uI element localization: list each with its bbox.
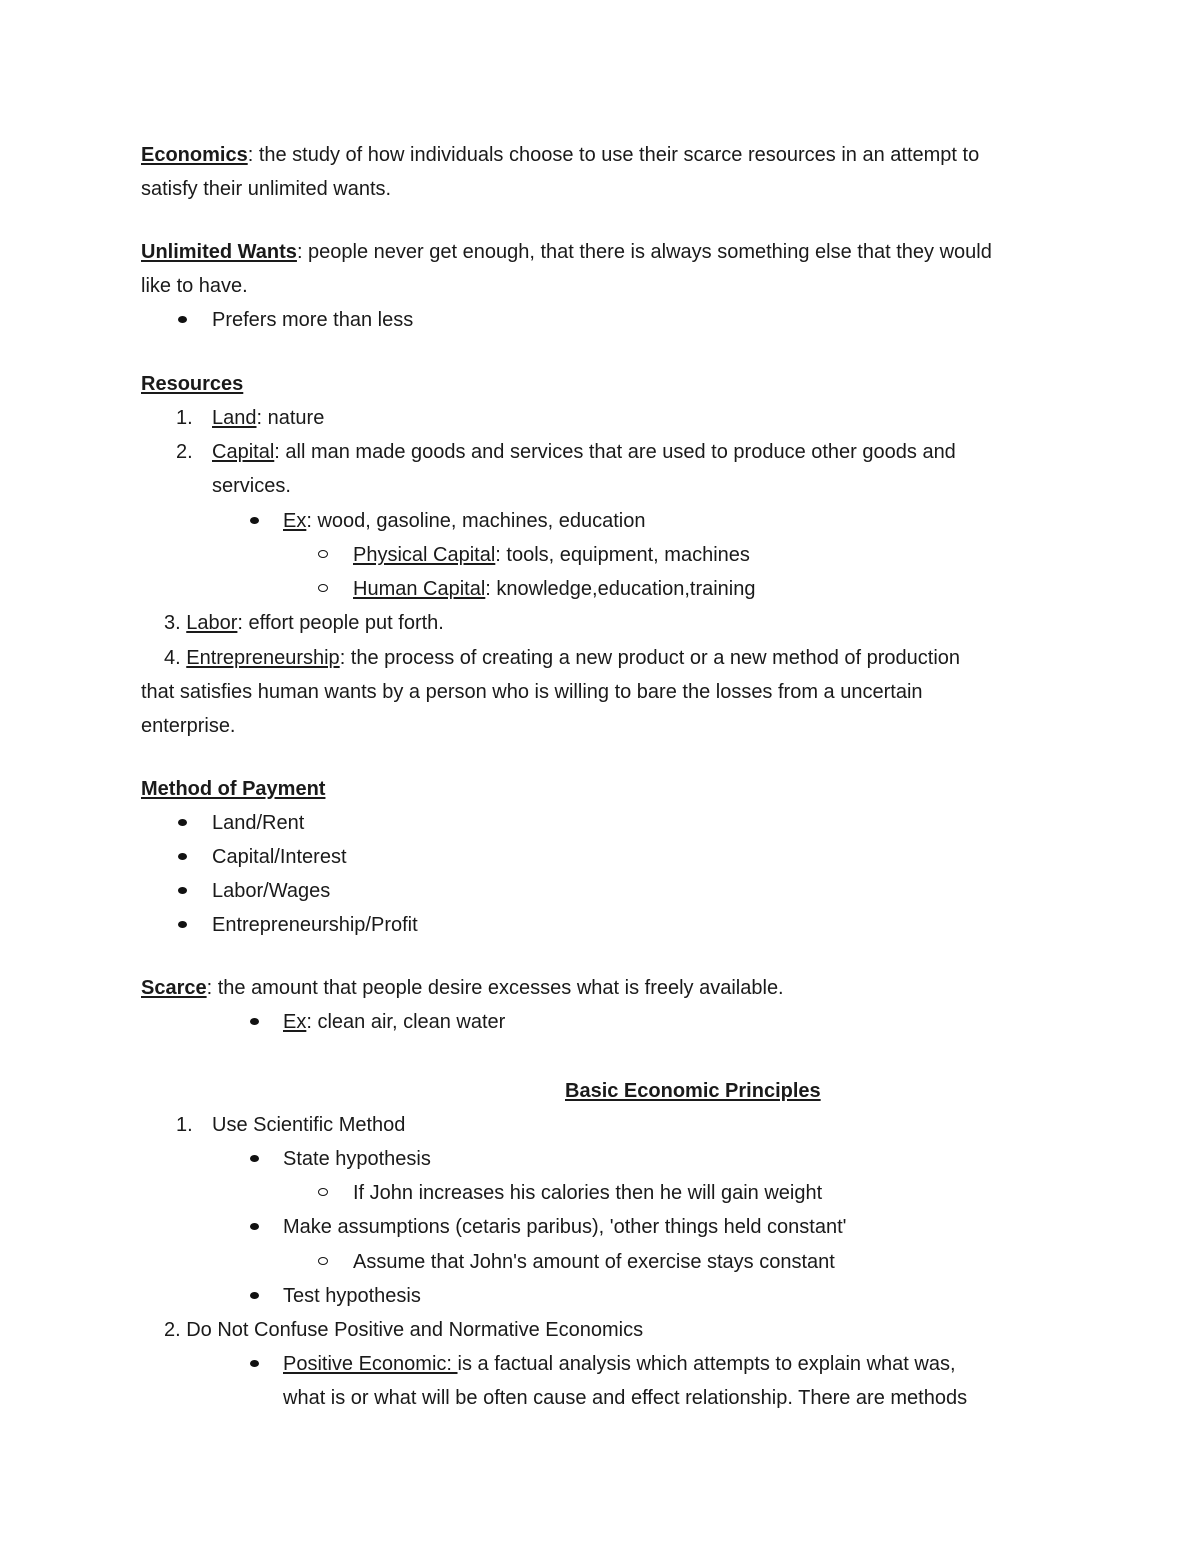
entrepreneurship-text-line1: : the process of creating a new product or a new method of production [339,647,961,669]
positive-economic-line2: what is or what will be often cause and effect relationship. There are methods [283,1387,968,1409]
scarce-def: : the amount that people desire excesses what is freely available. [206,977,784,999]
hollow-bullet-icon [318,550,328,558]
economics-definition [141,142,979,168]
land-text: : nature [256,407,325,429]
payment-heading: Method of Payment [141,778,326,800]
scarce-example-term: Ex [283,1011,307,1033]
resources-item4-number: 4. [164,647,181,669]
human-capital [353,576,755,602]
economics-def-line1: : the study of how individuals choose to use their scarce resources in an attempt to [247,144,980,166]
hollow-bullet-icon [318,1188,328,1196]
bullet-icon [178,316,187,323]
positive-economic-line1: is a factual analysis which attempts to explain what was, [457,1353,956,1375]
scarce-example [283,1009,505,1035]
payment-item: Capital/Interest [212,846,347,868]
scarce-example-text: : clean air, clean water [306,1011,506,1033]
human-capital-text: : knowledge,education,training [485,578,756,600]
principles-item2: 2. Do Not Confuse Positive and Normative Economics [164,1319,644,1341]
bullet-icon [178,887,187,894]
labor-term: Labor [186,612,238,634]
state-hypothesis-example: If John increases his calories then he will gain weight [353,1182,823,1204]
physical-capital-text: : tools, equipment, machines [495,544,750,566]
unlimited-wants-def-line1: : people never get enough, that there is always something else that they would [296,241,992,263]
physical-capital [353,542,750,568]
unlimited-wants-def-line2: like to have. [141,275,248,297]
unlimited-wants-term: Unlimited Wants [141,241,297,263]
hollow-bullet-icon [318,1257,328,1265]
resources-item2-number: 2. [176,441,193,463]
entrepreneurship-term: Entrepreneurship [186,647,340,669]
capital-example-text: : wood, gasoline, machines, education [306,510,646,532]
resources-item3 [164,610,444,636]
principles-item1: Use Scientific Method [212,1114,406,1136]
resources-item1 [212,405,324,431]
state-hypothesis: State hypothesis [283,1148,431,1170]
human-capital-term: Human Capital [353,578,486,600]
capital-term: Capital [212,441,275,463]
bullet-icon [250,1223,259,1230]
scarce-definition [141,975,784,1001]
capital-text-line1: : all man made goods and services that are used to produce other goods and [274,441,956,463]
entrepreneurship-text-line2: that satisfies human wants by a person who is willing to bare the losses from a uncertain [141,681,923,703]
resources-item2 [212,439,956,465]
make-assumptions: Make assumptions (cetaris paribus), 'other things held constant' [283,1216,847,1238]
physical-capital-term: Physical Capital [353,544,496,566]
unlimited-wants-definition [141,239,992,265]
bullet-icon [178,819,187,826]
scarce-term: Scarce [141,977,207,999]
capital-example-term: Ex [283,510,307,532]
bullet-icon [178,921,187,928]
bullet-icon [250,1360,259,1367]
bullet-icon [250,517,259,524]
capital-text-line2: services. [212,475,291,497]
capital-example [283,508,645,534]
principles-heading: Basic Economic Principles [565,1080,821,1102]
entrepreneurship-text-line3: enterprise. [141,715,236,737]
positive-economic [283,1351,956,1377]
positive-economic-term: Positive Economic: [283,1353,458,1375]
labor-text: : effort people put forth. [237,612,444,634]
bullet-icon [178,853,187,860]
payment-item: Land/Rent [212,812,305,834]
bullet-icon [250,1018,259,1025]
resources-heading: Resources [141,373,244,395]
resources-item1-number: 1. [176,407,193,429]
payment-item: Entrepreneurship/Profit [212,914,418,936]
economics-def-line2: satisfy their unlimited wants. [141,178,392,200]
principles-item1-number: 1. [176,1114,193,1136]
test-hypothesis: Test hypothesis [283,1285,421,1307]
resources-item4 [164,645,960,671]
make-assumptions-example: Assume that John's amount of exercise stays constant [353,1251,835,1273]
unlimited-wants-bullet: Prefers more than less [212,309,414,331]
bullet-icon [250,1155,259,1162]
payment-item: Labor/Wages [212,880,331,902]
hollow-bullet-icon [318,584,328,592]
economics-term: Economics [141,144,248,166]
bullet-icon [250,1292,259,1299]
land-term: Land [212,407,257,429]
resources-item3-number: 3. [164,612,181,634]
